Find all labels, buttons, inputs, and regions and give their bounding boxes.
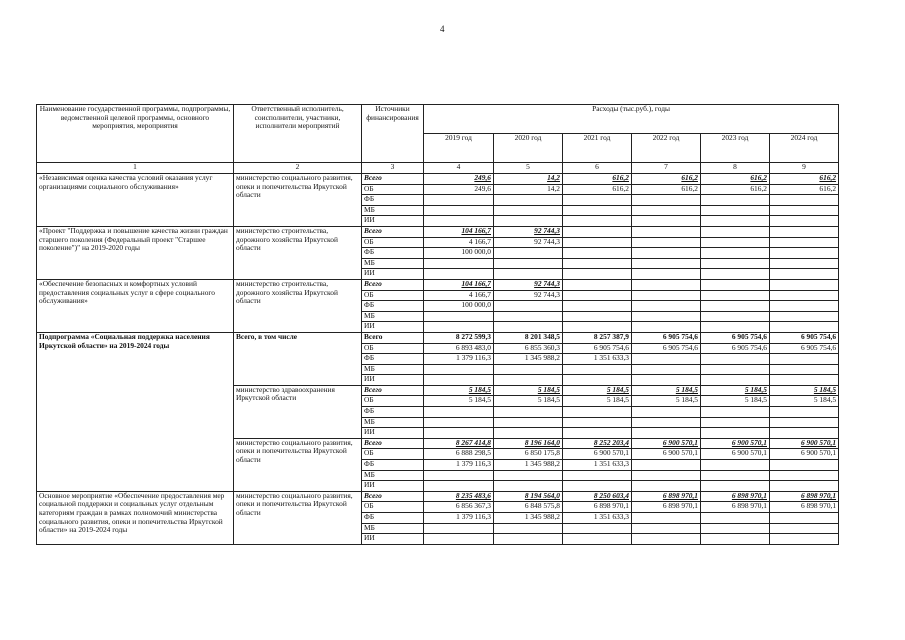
column-number: 3	[362, 163, 424, 174]
header-source-column: Источники финансирования	[362, 105, 424, 163]
row-executor: министерство социального развития, опеки и попечительства Иркутской области	[234, 174, 362, 227]
expense-value	[770, 311, 839, 322]
funding-source: ФБ	[362, 195, 424, 206]
expense-value: 100 000,0	[424, 301, 494, 312]
row-executor: министерство социального развития, опеки и попечительства Иркутской области	[234, 438, 362, 491]
expense-value: 8 201 348,5	[494, 332, 563, 343]
expense-value	[563, 258, 632, 269]
expense-value	[701, 513, 770, 524]
expense-value: 6 905 754,6	[770, 332, 839, 343]
funding-source: МБ	[362, 364, 424, 375]
expense-value	[770, 205, 839, 216]
expense-value: 5 184,5	[563, 396, 632, 407]
expense-value	[563, 301, 632, 312]
header-year: 2020 год	[494, 134, 563, 163]
expense-value: 6 898 970,1	[632, 502, 701, 513]
expense-value: 249,6	[424, 184, 494, 195]
column-number: 9	[770, 163, 839, 174]
expense-value	[494, 481, 563, 492]
column-number: 8	[701, 163, 770, 174]
expense-value	[494, 375, 563, 386]
expense-value	[770, 470, 839, 481]
expense-value	[632, 534, 701, 545]
funding-source: ИИ	[362, 375, 424, 386]
expense-value	[701, 248, 770, 259]
expense-value	[563, 523, 632, 534]
expense-value	[770, 216, 839, 227]
expense-value: 1 379 116,3	[424, 354, 494, 365]
expense-value: 8 252 203,4	[563, 438, 632, 449]
header-executor-column: Ответственный исполнитель, соисполнители, участники, исполнители мероприятий	[234, 105, 362, 163]
row-executor: министерство здравоохранения Иркутской области	[234, 385, 362, 438]
header-year: 2023 год	[701, 134, 770, 163]
row-executor: министерство строительства, дорожного хозяйства Иркутской области	[234, 226, 362, 279]
expense-value: 92 744,3	[494, 226, 563, 237]
expense-value	[563, 269, 632, 280]
column-number: 5	[494, 163, 563, 174]
expense-value: 1 351 633,3	[563, 460, 632, 471]
funding-source: ИИ	[362, 322, 424, 333]
row-name: Основное мероприятие «Обеспечение предоставления мер социальной поддержки и социальных услуг отдельным категориям граждан в рамках полномочий министерства социального развития, опеки и попечительства Иркутской области» на 2019-2024 годы	[37, 491, 234, 544]
column-number: 1	[37, 163, 234, 174]
expense-value	[770, 258, 839, 269]
expense-value	[563, 205, 632, 216]
expense-value	[424, 311, 494, 322]
expense-value	[563, 237, 632, 248]
expense-value	[494, 364, 563, 375]
expense-value: 6 900 570,1	[563, 449, 632, 460]
expense-value: 1 351 633,3	[563, 354, 632, 365]
expense-value: 8 194 564,0	[494, 491, 563, 502]
expense-value	[770, 513, 839, 524]
funding-source: ОБ	[362, 343, 424, 354]
expense-value	[770, 375, 839, 386]
expense-value	[701, 322, 770, 333]
funding-source: МБ	[362, 311, 424, 322]
expense-value: 6 898 970,1	[770, 491, 839, 502]
expense-value	[494, 534, 563, 545]
header-year: 2022 год	[632, 134, 701, 163]
expense-value	[424, 417, 494, 428]
expense-value: 92 744,3	[494, 290, 563, 301]
header-name-column: Наименование государственной программы, подпрограммы, ведомственной целевой программы, основного мероприятия, мероприятия	[37, 105, 234, 163]
expense-value: 8 196 164,0	[494, 438, 563, 449]
expense-value	[701, 375, 770, 386]
expense-value	[563, 375, 632, 386]
funding-source: ФБ	[362, 460, 424, 471]
expense-value	[424, 375, 494, 386]
expense-value	[494, 301, 563, 312]
expense-value: 6 905 754,6	[701, 332, 770, 343]
expense-value: 5 184,5	[701, 396, 770, 407]
expense-value	[701, 428, 770, 439]
expense-value: 6 898 970,1	[701, 491, 770, 502]
expense-value: 249,6	[424, 174, 494, 185]
funding-source: ИИ	[362, 269, 424, 280]
expense-value	[494, 470, 563, 481]
page-number: 4	[440, 24, 445, 34]
funding-source: ИИ	[362, 216, 424, 227]
expense-value	[424, 470, 494, 481]
expense-value	[563, 322, 632, 333]
expense-value	[424, 407, 494, 418]
expense-value	[701, 523, 770, 534]
expense-value	[701, 279, 770, 290]
expense-value	[632, 523, 701, 534]
expense-value	[563, 470, 632, 481]
table-row	[37, 332, 839, 343]
column-number: 7	[632, 163, 701, 174]
funding-source: МБ	[362, 417, 424, 428]
expense-value	[770, 301, 839, 312]
expense-value	[632, 428, 701, 439]
expense-value: 4 166,7	[424, 290, 494, 301]
expense-value	[701, 460, 770, 471]
expense-value	[632, 226, 701, 237]
expense-value	[494, 248, 563, 259]
expense-value	[770, 248, 839, 259]
expense-value	[424, 322, 494, 333]
expense-value: 5 184,5	[494, 385, 563, 396]
expense-value	[632, 195, 701, 206]
expense-value: 6 893 483,0	[424, 343, 494, 354]
expense-value	[701, 311, 770, 322]
expense-value	[563, 481, 632, 492]
expense-value	[424, 258, 494, 269]
expense-value: 92 744,3	[494, 279, 563, 290]
expense-value: 5 184,5	[632, 396, 701, 407]
funding-source: ОБ	[362, 396, 424, 407]
expense-value	[701, 301, 770, 312]
funding-source: Всего	[362, 226, 424, 237]
column-number: 4	[424, 163, 494, 174]
expense-value	[632, 311, 701, 322]
row-name: «Обеспечение безопасных и комфортных условий предоставления социальных услуг в сфере социального обслуживания»	[37, 279, 234, 332]
column-number: 6	[563, 163, 632, 174]
header-year: 2021 год	[563, 134, 632, 163]
expense-value	[563, 364, 632, 375]
expense-value: 1 379 116,3	[424, 460, 494, 471]
expense-value	[770, 290, 839, 301]
expense-value	[770, 226, 839, 237]
expense-value	[424, 523, 494, 534]
funding-source: ФБ	[362, 513, 424, 524]
funding-source: Всего	[362, 279, 424, 290]
expense-value: 8 235 483,6	[424, 491, 494, 502]
row-name: Подпрограмма «Социальная поддержка населения Иркутской области» на 2019-2024 годы	[37, 332, 234, 491]
expense-value	[632, 513, 701, 524]
expense-value: 616,2	[770, 174, 839, 185]
expense-value	[770, 534, 839, 545]
funding-source: Всего	[362, 491, 424, 502]
expense-value	[632, 248, 701, 259]
expense-value	[632, 258, 701, 269]
expense-value	[424, 216, 494, 227]
expense-value	[701, 258, 770, 269]
expense-value: 1 345 988,2	[494, 460, 563, 471]
expense-value	[770, 481, 839, 492]
expense-value	[424, 481, 494, 492]
expense-value	[424, 364, 494, 375]
expense-value: 1 345 988,2	[494, 513, 563, 524]
expense-value	[424, 428, 494, 439]
expense-value: 6 905 754,6	[632, 343, 701, 354]
expense-value: 6 898 970,1	[632, 491, 701, 502]
funding-source: Всего	[362, 174, 424, 185]
expense-value	[563, 195, 632, 206]
expense-value	[701, 364, 770, 375]
expense-value	[701, 269, 770, 280]
expense-value: 6 900 570,1	[770, 449, 839, 460]
expense-value	[563, 290, 632, 301]
funding-source: МБ	[362, 205, 424, 216]
table-row	[37, 174, 839, 185]
expense-value: 8 272 599,3	[424, 332, 494, 343]
expense-value	[770, 523, 839, 534]
expense-value	[632, 205, 701, 216]
expense-value: 6 888 298,5	[424, 449, 494, 460]
expense-value: 616,2	[701, 174, 770, 185]
expense-value: 5 184,5	[632, 385, 701, 396]
expense-value	[770, 460, 839, 471]
expense-value	[701, 290, 770, 301]
expense-value: 5 184,5	[770, 385, 839, 396]
expense-value	[632, 237, 701, 248]
funding-source: МБ	[362, 470, 424, 481]
expense-value	[632, 460, 701, 471]
budget-table	[36, 104, 839, 545]
expense-value	[701, 205, 770, 216]
expense-value	[701, 534, 770, 545]
funding-source: МБ	[362, 523, 424, 534]
expense-value: 6 905 754,6	[632, 332, 701, 343]
expense-value	[770, 269, 839, 280]
expense-value	[494, 311, 563, 322]
expense-value	[494, 269, 563, 280]
expense-value	[770, 364, 839, 375]
expense-value: 616,2	[701, 184, 770, 195]
expense-value: 6 900 570,1	[770, 438, 839, 449]
funding-source: ОБ	[362, 237, 424, 248]
expense-value: 5 184,5	[701, 385, 770, 396]
funding-source: ФБ	[362, 354, 424, 365]
expense-value	[701, 354, 770, 365]
funding-source: ФБ	[362, 301, 424, 312]
expense-value	[632, 375, 701, 386]
expense-value	[563, 311, 632, 322]
expense-value: 616,2	[770, 184, 839, 195]
expense-value	[770, 195, 839, 206]
expense-value: 6 900 570,1	[632, 438, 701, 449]
expense-value: 5 184,5	[424, 385, 494, 396]
header-expenses: Расходы (тыс.руб.), годы	[424, 105, 839, 134]
expense-value	[632, 364, 701, 375]
expense-value	[701, 195, 770, 206]
expense-value: 1 379 116,3	[424, 513, 494, 524]
expense-value	[701, 481, 770, 492]
expense-value	[701, 216, 770, 227]
expense-value: 6 905 754,6	[563, 343, 632, 354]
expense-value: 6 898 970,1	[563, 502, 632, 513]
table-row	[37, 226, 839, 237]
row-name: «Независимая оценка качества условий оказания услуг организациями социального обслуживания»	[37, 174, 234, 227]
expense-value	[424, 269, 494, 280]
expense-value	[632, 470, 701, 481]
expense-value	[701, 237, 770, 248]
expense-value	[494, 322, 563, 333]
header-year: 2019 год	[424, 134, 494, 163]
funding-source: МБ	[362, 258, 424, 269]
expense-value	[632, 216, 701, 227]
header-year: 2024 год	[770, 134, 839, 163]
expense-value	[770, 428, 839, 439]
expense-value: 104 166,7	[424, 279, 494, 290]
expense-value	[770, 237, 839, 248]
expense-value	[632, 407, 701, 418]
expense-value: 8 250 603,4	[563, 491, 632, 502]
funding-source: ФБ	[362, 248, 424, 259]
funding-source: ОБ	[362, 449, 424, 460]
expense-value: 6 898 970,1	[701, 502, 770, 513]
expense-value: 1 351 633,3	[563, 513, 632, 524]
expense-value: 6 905 754,6	[770, 343, 839, 354]
expense-value: 616,2	[632, 184, 701, 195]
expense-value: 4 166,7	[424, 237, 494, 248]
table-row	[37, 279, 839, 290]
expense-value	[770, 354, 839, 365]
expense-value	[563, 216, 632, 227]
expense-value	[632, 417, 701, 428]
expense-value	[563, 407, 632, 418]
column-number: 2	[234, 163, 362, 174]
expense-value	[563, 279, 632, 290]
expense-value: 100 000,0	[424, 248, 494, 259]
expense-value: 616,2	[563, 184, 632, 195]
expense-value	[770, 417, 839, 428]
expense-value	[494, 195, 563, 206]
expense-value	[701, 226, 770, 237]
expense-value	[701, 417, 770, 428]
expense-value	[494, 205, 563, 216]
expense-value	[494, 417, 563, 428]
expense-value	[770, 322, 839, 333]
expense-value: 6 905 754,6	[701, 343, 770, 354]
expense-value: 6 900 570,1	[632, 449, 701, 460]
table-body	[37, 174, 839, 545]
expense-value	[632, 354, 701, 365]
expense-value	[494, 258, 563, 269]
funding-source: Всего	[362, 438, 424, 449]
funding-source: Всего	[362, 332, 424, 343]
expense-value	[424, 205, 494, 216]
expense-value: 8 257 387,9	[563, 332, 632, 343]
expense-value	[701, 470, 770, 481]
expense-value: 5 184,5	[770, 396, 839, 407]
expense-value: 14,2	[494, 184, 563, 195]
expense-value: 5 184,5	[494, 396, 563, 407]
expense-value: 6 848 575,8	[494, 502, 563, 513]
expense-value	[494, 523, 563, 534]
funding-source: ИИ	[362, 534, 424, 545]
funding-source: ОБ	[362, 290, 424, 301]
row-name: «Проект "Поддержка и повышение качества жизни граждан старшего поколения (Федеральный проект "Старшее поколение")" на 2019-2020 годы	[37, 226, 234, 279]
expense-value	[563, 226, 632, 237]
expense-value: 6 850 175,8	[494, 449, 563, 460]
expense-value: 92 744,3	[494, 237, 563, 248]
expense-value	[632, 269, 701, 280]
expense-value	[563, 428, 632, 439]
expense-value: 5 184,5	[424, 396, 494, 407]
expense-value	[424, 534, 494, 545]
expense-value	[494, 407, 563, 418]
expense-value	[632, 290, 701, 301]
expense-value: 616,2	[563, 174, 632, 185]
funding-source: ИИ	[362, 481, 424, 492]
funding-source: ОБ	[362, 502, 424, 513]
expense-value: 6 855 360,3	[494, 343, 563, 354]
expense-value	[494, 216, 563, 227]
expense-value	[701, 407, 770, 418]
table-row	[37, 491, 839, 502]
row-executor: Всего, в том числе	[234, 332, 362, 385]
row-executor: министерство социального развития, опеки и попечительства Иркутской области	[234, 491, 362, 544]
expense-value	[632, 481, 701, 492]
expense-value: 8 267 414,8	[424, 438, 494, 449]
expense-value	[563, 248, 632, 259]
expense-value	[563, 534, 632, 545]
funding-source: ИИ	[362, 428, 424, 439]
expense-value: 6 856 367,3	[424, 502, 494, 513]
expense-value	[494, 428, 563, 439]
expense-value	[770, 279, 839, 290]
expense-value	[632, 279, 701, 290]
expense-value: 14,2	[494, 174, 563, 185]
expense-value	[632, 301, 701, 312]
expense-value: 1 345 988,2	[494, 354, 563, 365]
funding-source: ФБ	[362, 407, 424, 418]
expense-value	[770, 407, 839, 418]
expense-value	[424, 195, 494, 206]
funding-source: Всего	[362, 385, 424, 396]
expense-value: 6 900 570,1	[701, 438, 770, 449]
expense-value: 6 900 570,1	[701, 449, 770, 460]
expense-value	[632, 322, 701, 333]
row-executor: министерство строительства, дорожного хозяйства Иркутской области	[234, 279, 362, 332]
expense-value: 5 184,5	[563, 385, 632, 396]
expense-value	[563, 417, 632, 428]
expense-value: 616,2	[632, 174, 701, 185]
funding-source: ОБ	[362, 184, 424, 195]
expense-value: 104 166,7	[424, 226, 494, 237]
expense-value: 6 898 970,1	[770, 502, 839, 513]
